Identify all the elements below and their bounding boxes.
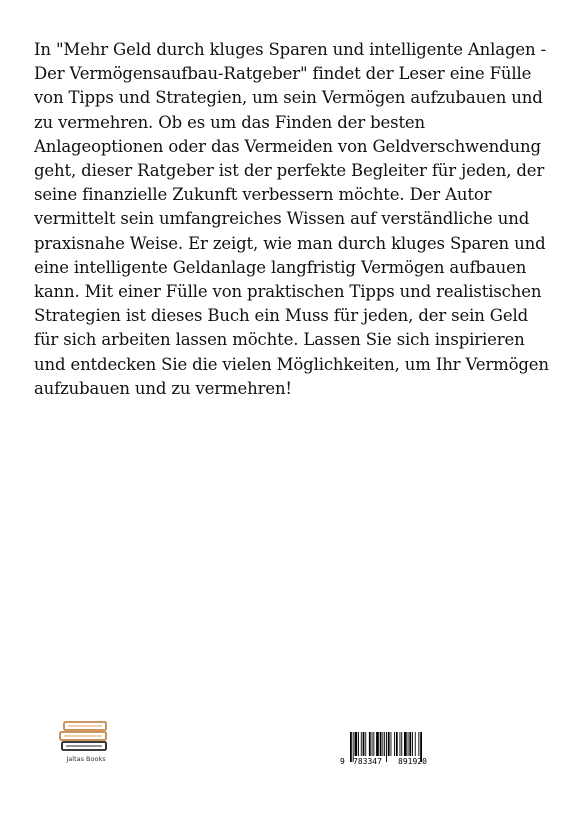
barcode-bar: [394, 732, 395, 756]
barcode-bar: [380, 732, 382, 756]
barcode-bar: [358, 732, 359, 756]
barcode-bar: [372, 732, 373, 756]
barcode-bar: [409, 732, 411, 756]
barcode-bar: [415, 732, 416, 756]
barcode-bar: [408, 732, 409, 756]
publisher-name: Jaltas Books: [66, 755, 106, 763]
isbn-left-group: 783347: [353, 757, 382, 766]
barcode-bar: [355, 732, 358, 756]
isbn-barcode: [340, 732, 452, 768]
barcode-bar: [376, 732, 379, 756]
isbn-right-group: 891920: [398, 757, 427, 766]
barcode-bar: [412, 732, 413, 756]
barcode-bar: [361, 732, 362, 756]
barcode-bar: [350, 732, 352, 762]
barcode-bar: [418, 732, 419, 756]
barcode-bar: [365, 732, 366, 756]
barcode-bar: [396, 732, 398, 756]
barcode-bar: [384, 732, 385, 756]
barcode-bar: [404, 732, 407, 756]
barcode-bar: [391, 732, 392, 756]
barcode-bar: [400, 732, 401, 756]
barcode-bar: [373, 732, 374, 756]
barcode-bar: [388, 732, 390, 756]
barcode-bar: [369, 732, 371, 756]
barcode-bar: [382, 732, 383, 756]
barcode-bar: [401, 732, 402, 756]
barcode-bar: [363, 732, 365, 756]
back-cover-blurb: In "Mehr Geld durch kluges Sparen und intelligente Anlagen - Der Vermögensaufbau-Ratgeber" findet der Leser eine Fülle von Tipps und Strategien, um sein Vermögen aufzubauen und zu vermehren. Ob es um das Finden der besten Anlageoptionen oder das Vermeiden von Geldverschwendung geht, dieser Ratgeber ist der perfekte Begleiter für jeden, der seine finanzielle Zukunft verbessern möchte. Der Autor vermittelt sein umfangreiches Wissen auf verständliche und praxisnahe Weise. Er zeigt, wie man durch kluges Sparen und eine intelligente Geldanlage langfristig Vermögen aufbauen kann. Mit einer Fülle von praktischen Tipps und realistischen Strategien ist dieses Buch ein Muss für jeden, der sein Geld für sich arbeiten lassen möchte. Lassen Sie sich inspirieren und entdecken Sie die vielen Möglichkeiten, um Ihr Vermögen aufzubauen und zu vermehren!: [34, 40, 549, 398]
stacked-books-icon: [56, 716, 116, 756]
barcode-bar: [386, 732, 387, 762]
isbn-prefix-digit: 9: [340, 757, 345, 766]
